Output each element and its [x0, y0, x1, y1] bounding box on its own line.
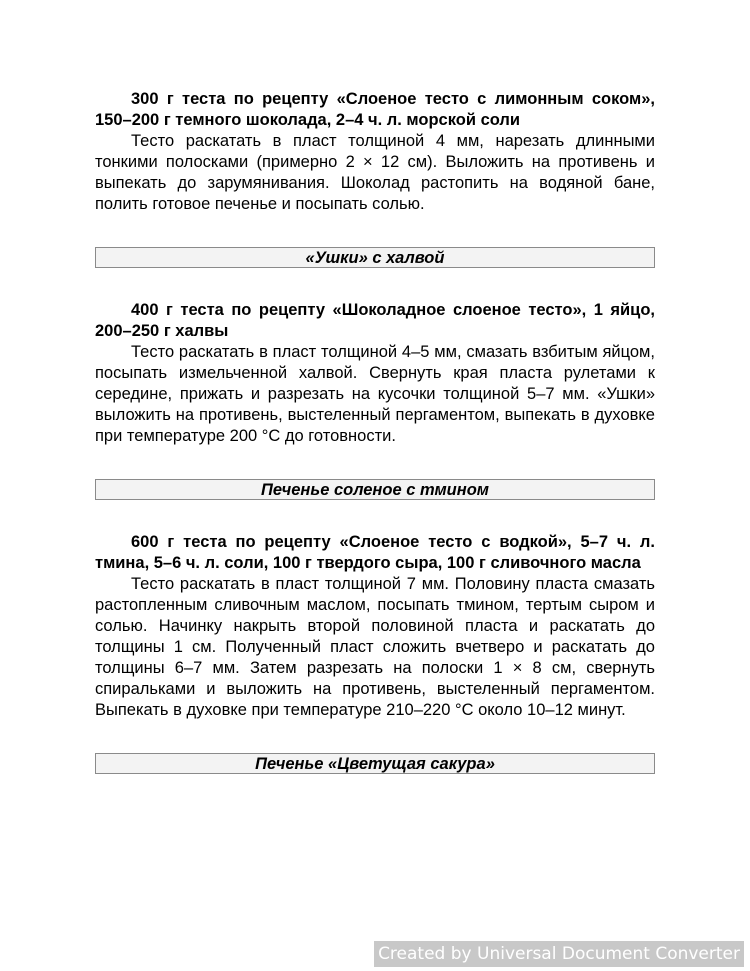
ingredients-text: 400 г теста по рецепту «Шоколадное слоеное тесто», 1 яйцо, 200–250 г халвы	[95, 301, 655, 340]
method-text: Тесто раскатать в пласт толщиной 7 мм. Половину пласта смазать растопленным сливочным маслом, посыпать тмином, тертым сыром и солью. Начинку накрыть второй половиной пласта и раскатать до толщины 1 см. Полученный пласт сложить вчетверо и раскатать до толщины 6–7 мм. Затем разрезать на полоски 1 × 8 см, свернуть спиральками и выложить на противень, выстеленный пергаментом. Выпекать в духовке при температуре 210–220 °С около 10–12 минут.	[95, 575, 655, 719]
recipe-block	[95, 300, 655, 447]
recipe-title: «Ушки» с халвой	[95, 247, 655, 268]
document-page	[95, 89, 655, 774]
recipe-title: Печенье соленое с тмином	[95, 479, 655, 500]
ingredients-text: 300 г теста по рецепту «Слоеное тесто с лимонным соком», 150–200 г темного шоколада, 2–4 ч. л. морской соли	[95, 90, 655, 129]
recipe-title: Печенье «Цветущая сакура»	[95, 753, 655, 774]
method-text: Тесто раскатать в пласт толщиной 4–5 мм, смазать взбитым яйцом, посыпать измельченной халвой. Свернуть края пласта рулетами к середине, прижать и разрезать на кусочки толщиной 5–7 мм. «Ушки» выложить на противень, выстеленный пергаментом, выпекать в духовке при температуре 200 °С до готовности.	[95, 343, 655, 445]
recipe-block	[95, 532, 655, 721]
watermark-text: Created by Universal Document Converter	[374, 941, 744, 967]
recipe-block	[95, 89, 655, 215]
method-text: Тесто раскатать в пласт толщиной 4 мм, нарезать длинными тонкими полосками (примерно 2 × 12 см). Выложить на противень и выпекать до зарумянивания. Шоколад растопить на водяной бане, полить готовое печенье и посыпать солью.	[95, 132, 655, 213]
ingredients-text: 600 г теста по рецепту «Слоеное тесто с водкой», 5–7 ч. л. тмина, 5–6 ч. л. соли, 100 г твердого сыра, 100 г сливочного масла	[95, 533, 655, 572]
